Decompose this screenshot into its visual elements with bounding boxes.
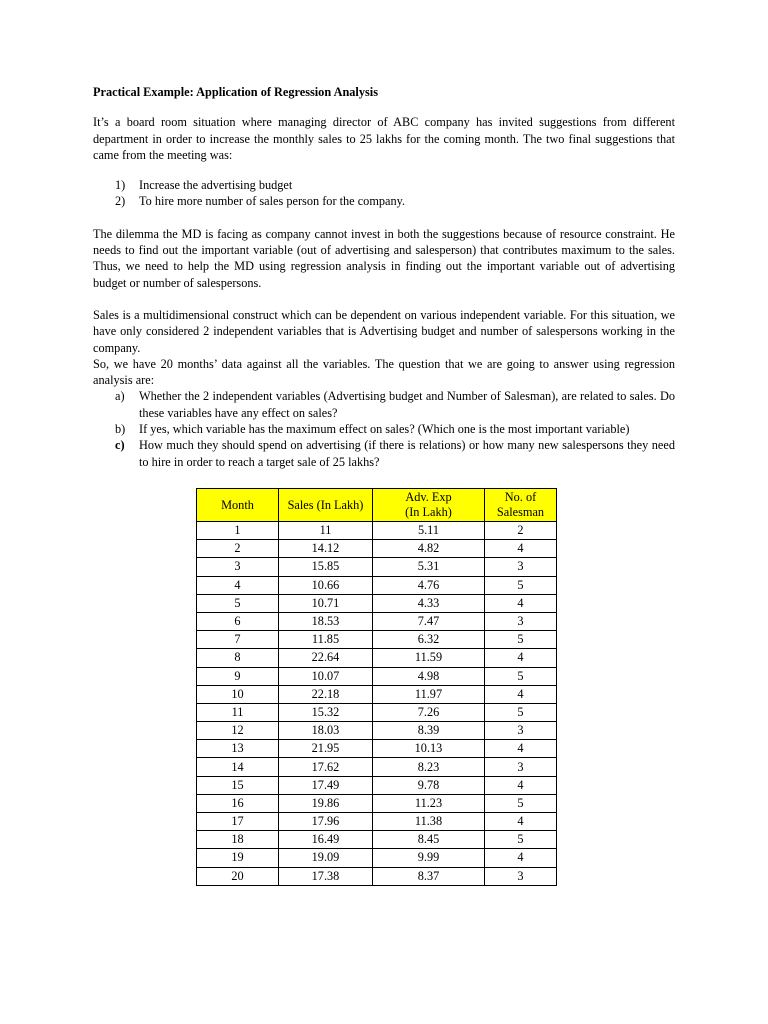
dilemma-paragraph: The dilemma the MD is facing as company cannot invest in both the suggestions because of resource constraint. He needs to find out the important variable (out of advertising and salesperson) that contributes maximum to the sales. Thus, we need to help the MD using regression analysis in finding out the important variable out of advertising budget or number of salespersons. — [93, 226, 675, 290]
intro-paragraph: It’s a board room situation where managing director of ABC company has invited suggestions from different department in order to increase the monthly sales to 25 lakhs for the coming month. The two final suggestions that came from the meeting was: — [93, 115, 675, 162]
cell-month: 16 — [197, 794, 279, 812]
cell-adv-exp: 7.47 — [373, 612, 485, 630]
cell-month: 11 — [197, 703, 279, 721]
cell-salesman: 4 — [485, 594, 557, 612]
table-row — [197, 722, 557, 740]
cell-month: 3 — [197, 558, 279, 576]
table-row — [197, 758, 557, 776]
cell-salesman: 3 — [485, 867, 557, 885]
cell-month: 2 — [197, 540, 279, 558]
cell-sales: 18.03 — [279, 722, 373, 740]
list-letter: a) — [115, 389, 125, 404]
cell-sales: 16.49 — [279, 831, 373, 849]
cell-month: 13 — [197, 740, 279, 758]
cell-adv-exp: 11.59 — [373, 649, 485, 667]
cell-adv-exp: 4.33 — [373, 594, 485, 612]
list-letter: b) — [115, 422, 126, 437]
suggestions-list — [93, 177, 675, 210]
cell-month: 4 — [197, 576, 279, 594]
cell-sales: 17.62 — [279, 758, 373, 776]
cell-salesman: 5 — [485, 703, 557, 721]
cell-month: 15 — [197, 776, 279, 794]
document-title: Practical Example: Application of Regression Analysis — [93, 85, 378, 99]
cell-month: 6 — [197, 612, 279, 630]
cell-month: 8 — [197, 649, 279, 667]
cell-sales: 10.71 — [279, 594, 373, 612]
cell-adv-exp: 8.39 — [373, 722, 485, 740]
table-row — [197, 685, 557, 703]
cell-adv-exp: 11.23 — [373, 794, 485, 812]
cell-sales: 19.09 — [279, 849, 373, 867]
cell-adv-exp: 6.32 — [373, 631, 485, 649]
cell-salesman: 5 — [485, 831, 557, 849]
list-letter: c) — [115, 438, 125, 453]
table-row — [197, 612, 557, 630]
table-row — [197, 649, 557, 667]
cell-sales: 22.64 — [279, 649, 373, 667]
table-row — [197, 740, 557, 758]
cell-sales: 18.53 — [279, 612, 373, 630]
header-sales: Sales (In Lakh) — [279, 489, 373, 522]
sales-data-table — [196, 488, 557, 886]
table-header-row — [197, 489, 557, 522]
cell-sales: 17.96 — [279, 813, 373, 831]
cell-adv-exp: 5.31 — [373, 558, 485, 576]
list-item — [115, 421, 675, 437]
cell-salesman: 5 — [485, 667, 557, 685]
cell-adv-exp: 4.98 — [373, 667, 485, 685]
cell-sales: 10.66 — [279, 576, 373, 594]
table-row — [197, 794, 557, 812]
cell-month: 5 — [197, 594, 279, 612]
cell-salesman: 4 — [485, 776, 557, 794]
cell-sales: 15.32 — [279, 703, 373, 721]
cell-adv-exp: 8.45 — [373, 831, 485, 849]
cell-sales: 17.49 — [279, 776, 373, 794]
cell-salesman: 3 — [485, 722, 557, 740]
cell-salesman: 2 — [485, 522, 557, 540]
cell-month: 17 — [197, 813, 279, 831]
table-row — [197, 558, 557, 576]
cell-month: 10 — [197, 685, 279, 703]
table-row — [197, 594, 557, 612]
cell-sales: 17.38 — [279, 867, 373, 885]
cell-sales: 15.85 — [279, 558, 373, 576]
list-text: How much they should spend on advertising (if there is relations) or how many new salespersons they need to hire in order to reach a target sale of 25 lakhs? — [139, 438, 675, 469]
cell-salesman: 5 — [485, 631, 557, 649]
table-row — [197, 667, 557, 685]
list-item — [115, 193, 675, 209]
cell-salesman: 4 — [485, 540, 557, 558]
list-number: 1) — [115, 178, 126, 193]
cell-salesman: 5 — [485, 794, 557, 812]
list-text: Increase the advertising budget — [139, 178, 293, 193]
list-item — [115, 437, 675, 470]
cell-month: 20 — [197, 867, 279, 885]
list-text: Whether the 2 independent variables (Advertising budget and Number of Salesman), are related to sales. Do these variables have any effect on sales? — [139, 389, 675, 420]
cell-salesman: 4 — [485, 685, 557, 703]
document-body — [93, 84, 675, 470]
cell-adv-exp: 7.26 — [373, 703, 485, 721]
table-row — [197, 576, 557, 594]
table-row — [197, 831, 557, 849]
cell-adv-exp: 8.23 — [373, 758, 485, 776]
cell-sales: 22.18 — [279, 685, 373, 703]
list-item — [115, 388, 675, 421]
cell-month: 12 — [197, 722, 279, 740]
cell-month: 1 — [197, 522, 279, 540]
header-month: Month — [197, 489, 279, 522]
cell-adv-exp: 4.76 — [373, 576, 485, 594]
cell-adv-exp: 8.37 — [373, 867, 485, 885]
table-body — [197, 522, 557, 886]
table-row — [197, 631, 557, 649]
table-row — [197, 540, 557, 558]
cell-adv-exp: 9.78 — [373, 776, 485, 794]
list-number: 2) — [115, 194, 126, 209]
header-adv-exp: Adv. Exp (In Lakh) — [373, 489, 485, 522]
header-salesman: No. of Salesman — [485, 489, 557, 522]
table-row — [197, 776, 557, 794]
cell-salesman: 4 — [485, 649, 557, 667]
table-row — [197, 849, 557, 867]
cell-month: 18 — [197, 831, 279, 849]
table-row — [197, 867, 557, 885]
questions-list — [93, 388, 675, 469]
cell-adv-exp: 11.38 — [373, 813, 485, 831]
cell-adv-exp: 4.82 — [373, 540, 485, 558]
list-text: To hire more number of sales person for the company. — [139, 194, 406, 209]
list-text: If yes, which variable has the maximum effect on sales? (Which one is the most important variable) — [139, 422, 630, 437]
cell-salesman: 3 — [485, 612, 557, 630]
cell-month: 14 — [197, 758, 279, 776]
cell-sales: 19.86 — [279, 794, 373, 812]
cell-salesman: 3 — [485, 758, 557, 776]
cell-sales: 11 — [279, 522, 373, 540]
cell-salesman: 4 — [485, 740, 557, 758]
table-row — [197, 522, 557, 540]
cell-adv-exp: 10.13 — [373, 740, 485, 758]
cell-month: 7 — [197, 631, 279, 649]
cell-month: 9 — [197, 667, 279, 685]
cell-sales: 14.12 — [279, 540, 373, 558]
cell-sales: 10.07 — [279, 667, 373, 685]
table-row — [197, 813, 557, 831]
cell-salesman: 5 — [485, 576, 557, 594]
cell-salesman: 3 — [485, 558, 557, 576]
cell-adv-exp: 11.97 — [373, 685, 485, 703]
cell-adv-exp: 5.11 — [373, 522, 485, 540]
cell-sales: 21.95 — [279, 740, 373, 758]
data-paragraph: So, we have 20 months’ data against all the variables. The question that we are going to answer using regression analysis are: — [93, 356, 675, 388]
table-row — [197, 703, 557, 721]
cell-sales: 11.85 — [279, 631, 373, 649]
construct-paragraph: Sales is a multidimensional construct which can be dependent on various independent variable. For this situation, we have only considered 2 independent variables that is Advertising budget and number of salespersons working in the company. — [93, 307, 675, 355]
cell-salesman: 4 — [485, 813, 557, 831]
list-item — [115, 177, 675, 193]
cell-month: 19 — [197, 849, 279, 867]
cell-salesman: 4 — [485, 849, 557, 867]
cell-adv-exp: 9.99 — [373, 849, 485, 867]
